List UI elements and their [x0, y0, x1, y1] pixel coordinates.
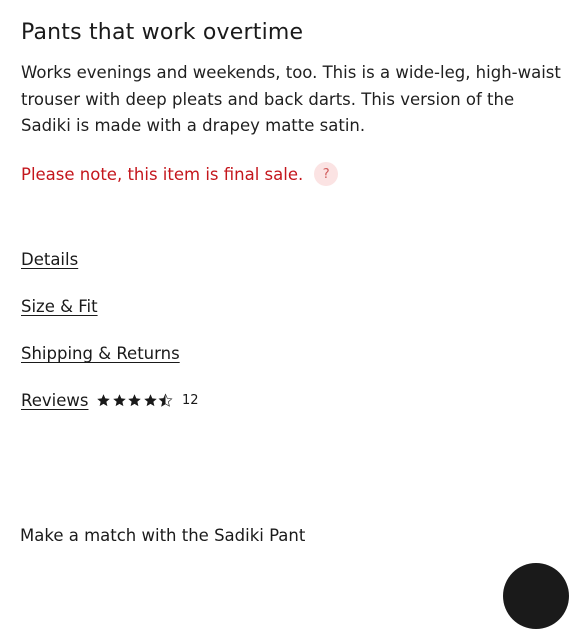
accordion-size-fit[interactable]: [21, 297, 98, 316]
question-mark-icon[interactable]: ?: [314, 162, 338, 186]
shipping-returns-link[interactable]: Shipping & Returns: [21, 344, 180, 363]
star-icon: [143, 393, 158, 408]
final-sale-text: Please note, this item is final sale.: [21, 164, 304, 184]
chat-bubble-icon[interactable]: [503, 563, 569, 629]
star-icon: [127, 393, 142, 408]
star-icon: [112, 393, 127, 408]
accordion-reviews[interactable]: [21, 391, 199, 410]
details-link[interactable]: Details: [21, 250, 79, 269]
final-sale-notice: [21, 160, 338, 188]
accordion-shipping-returns[interactable]: [21, 344, 180, 363]
reviews-link[interactable]: Reviews: [21, 391, 89, 410]
match-section-heading: Make a match with the Sadiki Pant: [20, 526, 306, 545]
product-headline: Pants that work overtime: [21, 20, 304, 45]
star-icon: [96, 393, 111, 408]
review-count[interactable]: 12: [181, 393, 199, 408]
size-fit-link[interactable]: Size & Fit: [21, 297, 98, 316]
product-description: Works evenings and weekends, too. This is a wide-leg, high-waist trouser with deep pleats and back darts. This version of the Sadiki is made with a drapey matte satin.: [21, 63, 561, 135]
star-rating[interactable]: [96, 393, 174, 408]
accordion-details[interactable]: [21, 250, 78, 269]
star-icon: [158, 393, 173, 408]
